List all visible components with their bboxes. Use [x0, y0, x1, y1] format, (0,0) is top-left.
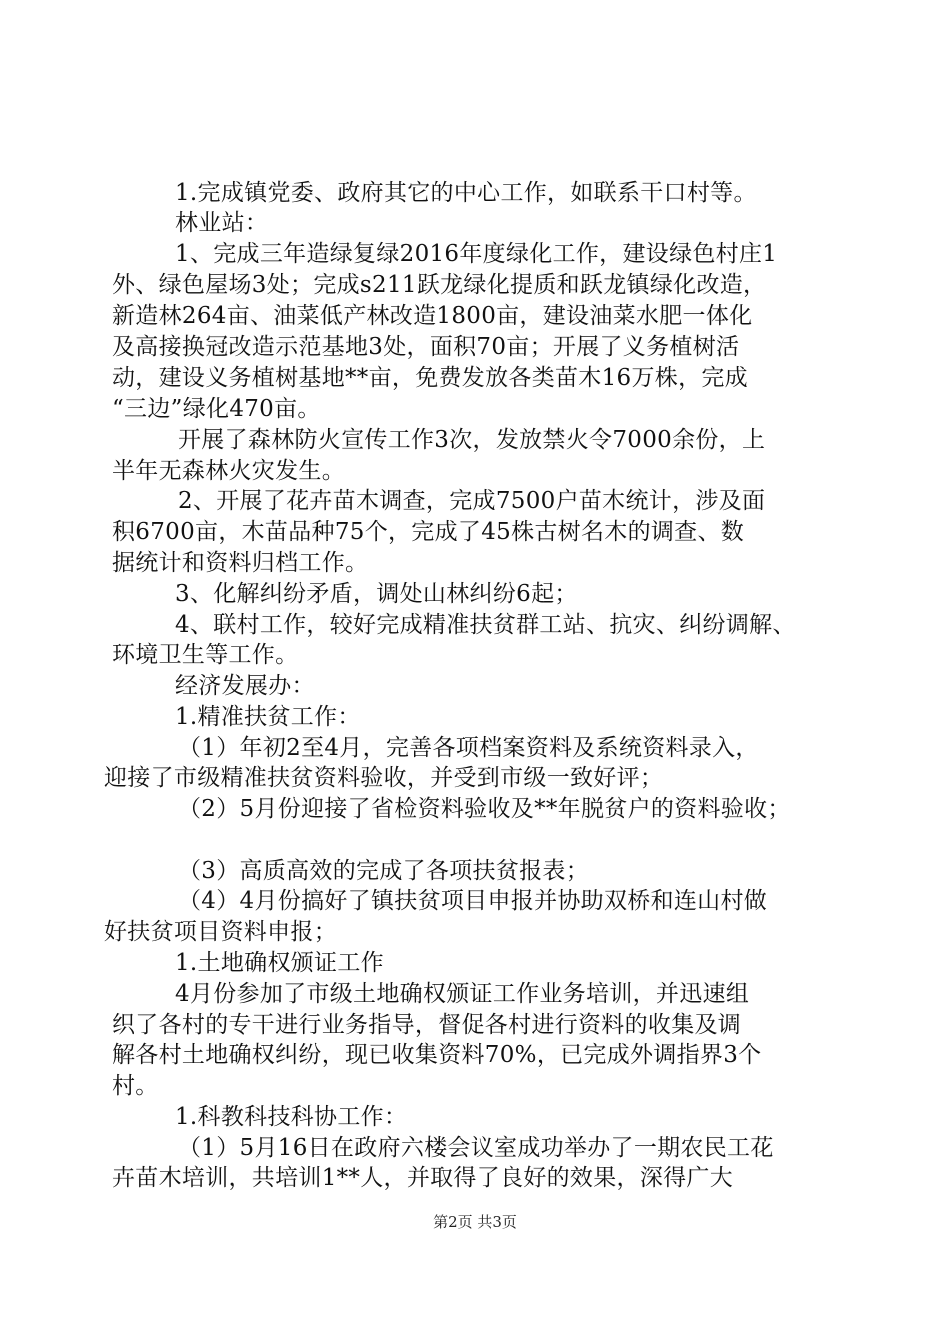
subsection-heading: 1.科教科技科协工作：: [175, 1104, 408, 1130]
text-line: 3、化解纠纷矛盾，调处山林纠纷6起；: [175, 581, 578, 607]
text-line: 1、完成三年造绿复绿2016年度绿化工作，建设绿色村庄1: [175, 241, 778, 267]
text-line: 积6700亩，木苗品种75个，完成了45株古树名木的调查、数: [112, 519, 745, 545]
text-line: 村。: [112, 1073, 159, 1099]
subsection-heading: 1.精准扶贫工作：: [175, 704, 361, 730]
text-line: 据统计和资料归档工作。: [112, 550, 369, 576]
text-line: 卉苗木培训，共培训1**人，并取得了良好的效果，深得广大: [112, 1165, 734, 1191]
text-line: 新造林264亩、油菜低产林改造1800亩，建设油菜水肥一体化: [112, 303, 753, 329]
text-line: （1）5月16日在政府六楼会议室成功举办了一期农民工花: [178, 1135, 774, 1161]
text-line: 2、开展了花卉苗木调查，完成7500户苗木统计，涉及面: [178, 488, 766, 514]
text-line: （1）年初2至4月，完善各项档案资料及系统资料录入，: [178, 735, 759, 761]
subsection-heading: 1.土地确权颁证工作: [175, 950, 384, 976]
section-heading: 经济发展办：: [175, 673, 315, 699]
text-line: 动，建设义务植树基地**亩，免费发放各类苗木16万株，完成: [112, 365, 748, 391]
text-line: 4、联村工作，较好完成精准扶贫群工站、抗灾、纠纷调解、: [175, 612, 796, 638]
text-line: “三边”绿化470亩。: [112, 396, 321, 422]
text-line: 外、绿色屋场3处；完成s211跃龙绿化提质和跃龙镇绿化改造，: [112, 272, 767, 298]
text-line: 迎接了市级精准扶贫资料验收，并受到市级一致好评；: [104, 765, 664, 791]
text-line: 解各村土地确权纠纷，现已收集资料70%，已完成外调指界3个: [112, 1042, 762, 1068]
section-heading: 林业站：: [175, 210, 269, 236]
text-line: 及高接换冠改造示范基地3处，面积70亩；开展了义务植树活: [112, 334, 740, 360]
text-line: 1.完成镇党委、政府其它的中心工作，如联系干口村等。: [175, 180, 757, 206]
text-line: 环境卫生等工作。: [112, 642, 299, 668]
text-line: 开展了森林防火宣传工作3次，发放禁火令7000余份，上: [178, 427, 766, 453]
text-line: 半年无森林火灾发生。: [112, 458, 345, 484]
text-line: 4月份参加了市级土地确权颁证工作业务培训，并迅速组: [175, 981, 750, 1007]
text-line: （3）高质高效的完成了各项扶贫报表；: [178, 858, 590, 884]
page-footer: 第2页 共3页: [433, 1213, 517, 1231]
text-line: 织了各村的专干进行业务指导，督促各村进行资料的收集及调: [112, 1012, 742, 1038]
text-line: 好扶贫项目资料申报；: [104, 919, 337, 945]
text-line: （4）4月份搞好了镇扶贫项目申报并协助双桥和连山村做: [178, 888, 768, 914]
text-line: （2）5月份迎接了省检资料验收及**年脱贫户的资料验收；: [178, 796, 791, 822]
